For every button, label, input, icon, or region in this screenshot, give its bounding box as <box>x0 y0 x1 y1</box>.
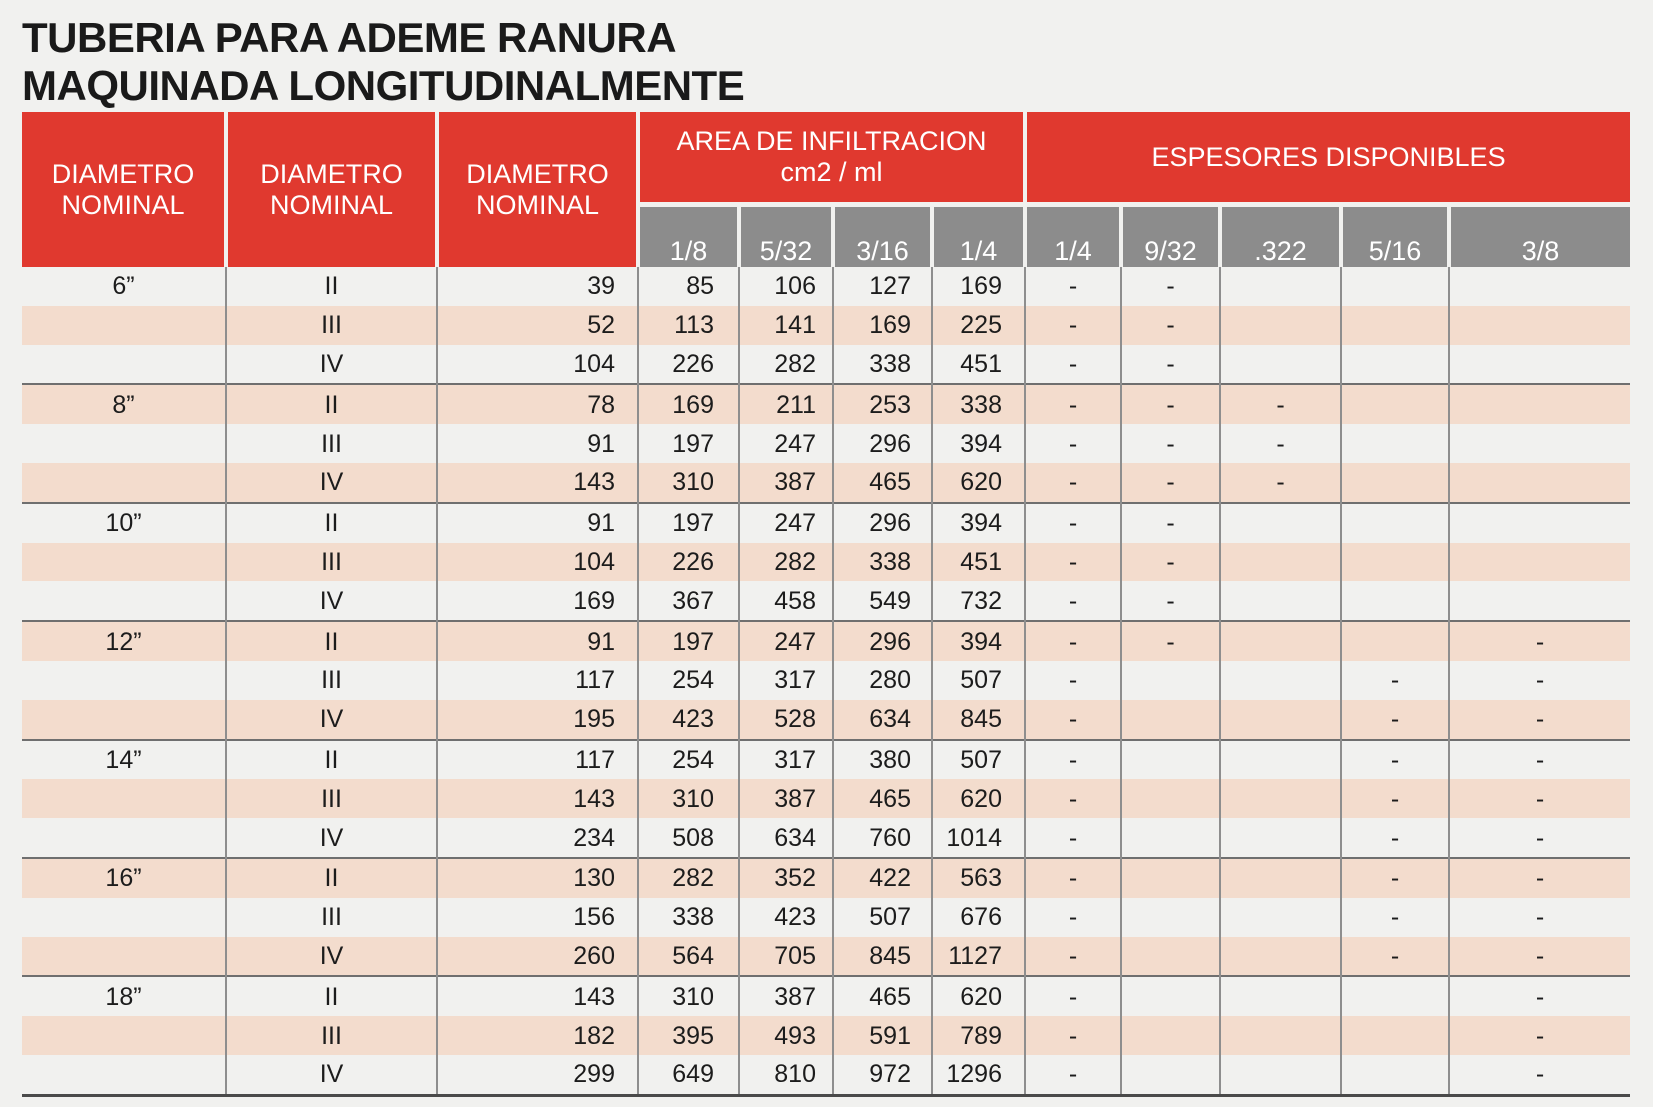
cell-diametro <box>22 581 226 621</box>
cell-espesor <box>1121 976 1220 1016</box>
cell-espesor: - <box>1535 666 1545 695</box>
cell-espesor: - <box>1121 267 1220 306</box>
subheader-espesor: 9/32 <box>1121 205 1220 267</box>
cell-espesor: - <box>1220 463 1341 503</box>
cell-espesor: - <box>1025 503 1121 543</box>
cell-espesor: - <box>1025 543 1121 582</box>
cell-espesor <box>1341 384 1449 424</box>
area-title: AREA DE INFILTRACION <box>676 126 987 157</box>
cell-espesor: - <box>1025 661 1121 700</box>
area-units: cm2 / ml <box>780 157 883 188</box>
table-row <box>22 858 1630 898</box>
cell-clase: III <box>226 661 437 700</box>
subheader-espesor: 5/16 <box>1341 205 1449 267</box>
cell-espesor <box>1341 543 1449 582</box>
cell-area: 226 <box>638 345 739 385</box>
cell-area: 465 <box>833 463 932 503</box>
cell-valor: 143 <box>437 463 638 503</box>
cell-espesor: - <box>1341 661 1449 700</box>
cell-espesor: - <box>1121 345 1220 385</box>
cell-area: 296 <box>833 621 932 661</box>
subheader-area: 5/32 <box>739 205 833 267</box>
table-row <box>22 1016 1630 1055</box>
cell-espesor: - <box>1025 858 1121 898</box>
cell-espesor: - <box>1121 306 1220 345</box>
cell-espesor <box>1121 937 1220 977</box>
cell-clase: IV <box>226 700 437 740</box>
cell-area: 387 <box>739 976 833 1016</box>
cell-area: 317 <box>739 661 833 700</box>
cell-valor: 195 <box>437 700 638 740</box>
cell-clase: IV <box>226 818 437 858</box>
cell-diametro <box>22 424 226 463</box>
cell-valor: 299 <box>437 1055 638 1095</box>
cell-espesor: - <box>1121 463 1220 503</box>
cell-area: 282 <box>739 543 833 582</box>
cell-area: 507 <box>932 740 1025 780</box>
cell-espesor <box>1220 1016 1341 1055</box>
header-diametro-nominal-2: DIAMETRO NOMINAL <box>226 112 437 267</box>
header-area-infiltracion <box>638 112 1025 205</box>
cell-espesor <box>1220 858 1341 898</box>
cell-area: 197 <box>638 621 739 661</box>
cell-area: 845 <box>932 700 1025 740</box>
cell-espesor <box>1220 700 1341 740</box>
cell-espesor: - <box>1121 581 1220 621</box>
cell-espesor: - <box>1449 976 1630 1016</box>
cell-area: 508 <box>638 818 739 858</box>
cell-area: 352 <box>739 858 833 898</box>
cell-espesor: - <box>1341 818 1449 858</box>
subheader-area: 1/8 <box>638 205 739 267</box>
cell-espesor <box>1220 740 1341 780</box>
cell-espesor <box>1220 898 1341 937</box>
cell-espesor <box>1220 937 1341 977</box>
cell-valor: 234 <box>437 818 638 858</box>
cell-espesor <box>1449 581 1630 621</box>
cell-valor: 91 <box>437 424 638 463</box>
document-title <box>22 14 744 110</box>
cell-valor: 143 <box>437 779 638 818</box>
cell-area: 247 <box>739 424 833 463</box>
cell-espesor: - <box>1449 937 1630 977</box>
cell-area: 465 <box>833 976 932 1016</box>
cell-valor: 169 <box>437 581 638 621</box>
cell-espesor <box>1449 306 1630 345</box>
cell-espesor: - <box>1341 740 1449 780</box>
cell-espesor: - <box>1449 740 1630 780</box>
subheader-espesor: 1/4 <box>1025 205 1121 267</box>
cell-clase: IV <box>226 463 437 503</box>
cell-clase: III <box>226 306 437 345</box>
cell-espesor <box>1220 543 1341 582</box>
cell-valor: 130 <box>437 858 638 898</box>
cell-diametro: 10” <box>22 503 226 543</box>
table-row <box>22 306 1630 345</box>
cell-diametro: 6” <box>22 267 226 306</box>
cell-espesor: - <box>1121 543 1220 582</box>
cell-espesor: - <box>1341 779 1449 818</box>
cell-area: 169 <box>638 384 739 424</box>
cell-espesor <box>1449 384 1630 424</box>
cell-area: 387 <box>739 463 833 503</box>
cell-espesor <box>1220 621 1341 661</box>
cell-diametro <box>22 661 226 700</box>
cell-valor: 260 <box>437 937 638 977</box>
cell-espesor <box>1220 581 1341 621</box>
header-diametro-nominal-1: DIAMETRO NOMINAL <box>22 112 226 267</box>
cell-area: 247 <box>739 503 833 543</box>
cell-diametro <box>22 345 226 385</box>
cell-espesor: - <box>1121 384 1220 424</box>
cell-espesor <box>1341 267 1449 306</box>
cell-espesor <box>1341 306 1449 345</box>
cell-area: 254 <box>638 661 739 700</box>
cell-espesor <box>1121 818 1220 858</box>
cell-espesor: - <box>1025 937 1121 977</box>
cell-area: 106 <box>739 267 833 306</box>
cell-espesor <box>1341 503 1449 543</box>
cell-clase: II <box>226 267 437 306</box>
cell-area: 394 <box>932 424 1025 463</box>
cell-diametro <box>22 1016 226 1055</box>
table-row <box>22 424 1630 463</box>
cell-area: 395 <box>638 1016 739 1055</box>
cell-area: 732 <box>932 581 1025 621</box>
table-row <box>22 740 1630 780</box>
cell-diametro: 18” <box>22 976 226 1016</box>
cell-area: 254 <box>638 740 739 780</box>
cell-area: 127 <box>833 267 932 306</box>
cell-area: 338 <box>833 543 932 582</box>
cell-valor: 91 <box>437 621 638 661</box>
cell-area: 197 <box>638 503 739 543</box>
table-body <box>22 267 1630 1095</box>
cell-area: 564 <box>638 937 739 977</box>
cell-clase: II <box>226 384 437 424</box>
cell-valor: 117 <box>437 740 638 780</box>
header-espesores-disponibles: ESPESORES DISPONIBLES <box>1025 112 1630 205</box>
cell-area: 634 <box>739 818 833 858</box>
cell-espesor <box>1220 976 1341 1016</box>
cell-area: 394 <box>932 503 1025 543</box>
cell-valor: 39 <box>437 267 638 306</box>
cell-area: 507 <box>932 661 1025 700</box>
cell-area: 169 <box>833 306 932 345</box>
cell-area: 493 <box>739 1016 833 1055</box>
cell-area: 563 <box>932 858 1025 898</box>
cell-espesor <box>1449 424 1630 463</box>
cell-area: 141 <box>739 306 833 345</box>
cell-clase: III <box>226 543 437 582</box>
cell-espesor: - <box>1025 700 1121 740</box>
cell-area: 528 <box>739 700 833 740</box>
cell-espesor: - <box>1121 424 1220 463</box>
cell-espesor <box>1220 267 1341 306</box>
cell-espesor: - <box>1025 621 1121 661</box>
cell-area: 394 <box>932 621 1025 661</box>
cell-area: 253 <box>833 384 932 424</box>
cell-espesor <box>1121 898 1220 937</box>
cell-area: 310 <box>638 463 739 503</box>
cell-espesor <box>1341 424 1449 463</box>
cell-diametro <box>22 543 226 582</box>
cell-espesor <box>1341 463 1449 503</box>
cell-espesor <box>1341 621 1449 661</box>
cell-espesor <box>1121 858 1220 898</box>
cell-diametro: 16” <box>22 858 226 898</box>
cell-area: 226 <box>638 543 739 582</box>
cell-espesor: - <box>1449 779 1630 818</box>
table-row <box>22 779 1630 818</box>
cell-diametro: 14” <box>22 740 226 780</box>
cell-espesor <box>1449 503 1630 543</box>
table-row <box>22 700 1630 740</box>
table-row <box>22 818 1630 858</box>
cell-espesor: - <box>1449 1055 1630 1095</box>
cell-area: 649 <box>638 1055 739 1095</box>
cell-espesor: - <box>1025 898 1121 937</box>
cell-area: 387 <box>739 779 833 818</box>
cell-espesor: - <box>1449 858 1630 898</box>
table-row <box>22 543 1630 582</box>
cell-valor: 78 <box>437 384 638 424</box>
table-row <box>22 503 1630 543</box>
cell-valor: 182 <box>437 1016 638 1055</box>
cell-area: 225 <box>932 306 1025 345</box>
cell-espesor: - <box>1025 976 1121 1016</box>
cell-espesor <box>1121 700 1220 740</box>
cell-espesor <box>1449 267 1630 306</box>
table-row <box>22 345 1630 385</box>
cell-espesor <box>1121 1016 1220 1055</box>
cell-espesor: - <box>1121 621 1220 661</box>
cell-espesor <box>1341 581 1449 621</box>
table-row <box>22 581 1630 621</box>
cell-clase: II <box>226 503 437 543</box>
cell-diametro <box>22 818 226 858</box>
cell-espesor: - <box>1341 898 1449 937</box>
cell-area: 211 <box>739 384 833 424</box>
table-row <box>22 937 1630 977</box>
cell-valor: 104 <box>437 345 638 385</box>
cell-clase: III <box>226 898 437 937</box>
cell-diametro <box>22 779 226 818</box>
cell-espesor: - <box>1025 306 1121 345</box>
cell-espesor <box>1220 818 1341 858</box>
cell-diametro <box>22 1055 226 1095</box>
cell-area: 810 <box>739 1055 833 1095</box>
cell-espesor: - <box>1535 903 1545 932</box>
cell-espesor <box>1341 345 1449 385</box>
cell-area: 845 <box>833 937 932 977</box>
cell-espesor <box>1341 1055 1449 1095</box>
cell-espesor <box>1220 661 1341 700</box>
cell-valor: 143 <box>437 976 638 1016</box>
cell-area: 620 <box>932 976 1025 1016</box>
cell-diametro <box>22 700 226 740</box>
cell-valor: 91 <box>437 503 638 543</box>
cell-espesor: - <box>1025 581 1121 621</box>
cell-diametro <box>22 937 226 977</box>
cell-espesor <box>1220 345 1341 385</box>
cell-clase: IV <box>226 581 437 621</box>
cell-espesor <box>1220 779 1341 818</box>
cell-area: 465 <box>833 779 932 818</box>
cell-area: 591 <box>833 1016 932 1055</box>
cell-area: 380 <box>833 740 932 780</box>
cell-area: 338 <box>932 384 1025 424</box>
cell-area: 310 <box>638 779 739 818</box>
cell-diametro <box>22 463 226 503</box>
cell-area: 620 <box>932 463 1025 503</box>
cell-espesor: - <box>1220 384 1341 424</box>
cell-clase: II <box>226 621 437 661</box>
cell-espesor <box>1341 1016 1449 1055</box>
cell-clase: IV <box>226 937 437 977</box>
cell-area: 169 <box>932 267 1025 306</box>
cell-espesor <box>1121 1055 1220 1095</box>
cell-area: 317 <box>739 740 833 780</box>
cell-clase: II <box>226 858 437 898</box>
cell-area: 282 <box>638 858 739 898</box>
cell-espesor: - <box>1025 779 1121 818</box>
table-row <box>22 384 1630 424</box>
cell-area: 451 <box>932 345 1025 385</box>
cell-espesor: - <box>1025 818 1121 858</box>
cell-clase: IV <box>226 345 437 385</box>
cell-espesor: - <box>1341 700 1449 740</box>
cell-area: 760 <box>833 818 932 858</box>
cell-area: 423 <box>638 700 739 740</box>
cell-clase: II <box>226 740 437 780</box>
cell-area: 634 <box>833 700 932 740</box>
cell-espesor: - <box>1025 1055 1121 1095</box>
cell-espesor: - <box>1025 740 1121 780</box>
table-row <box>22 661 1630 700</box>
cell-area: 280 <box>833 661 932 700</box>
cell-espesor <box>1220 306 1341 345</box>
cell-area: 367 <box>638 581 739 621</box>
cell-area: 620 <box>932 779 1025 818</box>
cell-area: 247 <box>739 621 833 661</box>
table-row <box>22 267 1630 306</box>
cell-clase: III <box>226 1016 437 1055</box>
cell-area: 451 <box>932 543 1025 582</box>
cell-espesor <box>1449 345 1630 385</box>
cell-clase: III <box>226 779 437 818</box>
cell-valor: 52 <box>437 306 638 345</box>
cell-area: 705 <box>739 937 833 977</box>
cell-espesor: - <box>1025 345 1121 385</box>
subheader-espesor: .322 <box>1220 205 1341 267</box>
cell-diametro: 8” <box>22 384 226 424</box>
cell-area: 676 <box>932 898 1025 937</box>
cell-espesor <box>1341 976 1449 1016</box>
cell-area: 197 <box>638 424 739 463</box>
cell-area: 338 <box>638 898 739 937</box>
table-row <box>22 621 1630 661</box>
cell-espesor: - <box>1449 621 1630 661</box>
table-row <box>22 976 1630 1016</box>
cell-clase: II <box>226 976 437 1016</box>
cell-area: 85 <box>638 267 739 306</box>
cell-espesor: - <box>1025 267 1121 306</box>
cell-espesor: - <box>1535 823 1545 852</box>
table-row <box>22 1055 1630 1095</box>
cell-valor: 117 <box>437 661 638 700</box>
cell-diametro: 12” <box>22 621 226 661</box>
cell-espesor <box>1449 543 1630 582</box>
cell-area: 422 <box>833 858 932 898</box>
cell-diametro <box>22 898 226 937</box>
cell-area: 549 <box>833 581 932 621</box>
title-line-1: TUBERIA PARA ADEME RANURA <box>22 14 677 61</box>
cell-area: 972 <box>833 1055 932 1095</box>
title-line-2: MAQUINADA LONGITUDINALMENTE <box>22 62 745 109</box>
cell-clase: III <box>226 424 437 463</box>
table-header <box>22 112 1630 267</box>
cell-area: 789 <box>932 1016 1025 1055</box>
cell-clase: IV <box>226 1055 437 1095</box>
cell-valor: 156 <box>437 898 638 937</box>
cell-espesor: - <box>1025 384 1121 424</box>
cell-area: 310 <box>638 976 739 1016</box>
cell-diametro <box>22 306 226 345</box>
cell-area: 296 <box>833 424 932 463</box>
cell-espesor <box>1220 503 1341 543</box>
subheader-area: 3/16 <box>833 205 932 267</box>
cell-area: 423 <box>739 898 833 937</box>
cell-espesor: - <box>1341 858 1449 898</box>
cell-espesor: - <box>1025 463 1121 503</box>
subheader-area: 1/4 <box>932 205 1025 267</box>
cell-area: 1127 <box>932 937 1025 977</box>
cell-espesor: - <box>1220 424 1341 463</box>
cell-espesor <box>1220 1055 1341 1095</box>
cell-espesor <box>1449 463 1630 503</box>
cell-area: 296 <box>833 503 932 543</box>
cell-espesor: - <box>1121 503 1220 543</box>
table-row <box>22 898 1630 937</box>
cell-espesor <box>1121 740 1220 780</box>
table-row <box>22 463 1630 503</box>
cell-espesor: - <box>1341 937 1449 977</box>
cell-area: 113 <box>638 306 739 345</box>
cell-valor: 104 <box>437 543 638 582</box>
cell-espesor <box>1121 779 1220 818</box>
cell-area: 282 <box>739 345 833 385</box>
cell-espesor: - <box>1449 700 1630 740</box>
cell-espesor: - <box>1025 1016 1121 1055</box>
cell-espesor: - <box>1449 1016 1630 1055</box>
subheader-espesor: 3/8 <box>1449 205 1630 267</box>
header-diametro-nominal-3: DIAMETRO NOMINAL <box>437 112 638 267</box>
cell-area: 1296 <box>932 1055 1025 1095</box>
cell-area: 458 <box>739 581 833 621</box>
cell-area: 507 <box>833 898 932 937</box>
cell-area: 1014 <box>932 818 1025 858</box>
spec-table <box>22 112 1630 1097</box>
cell-area: 338 <box>833 345 932 385</box>
cell-espesor <box>1121 661 1220 700</box>
cell-espesor: - <box>1025 424 1121 463</box>
